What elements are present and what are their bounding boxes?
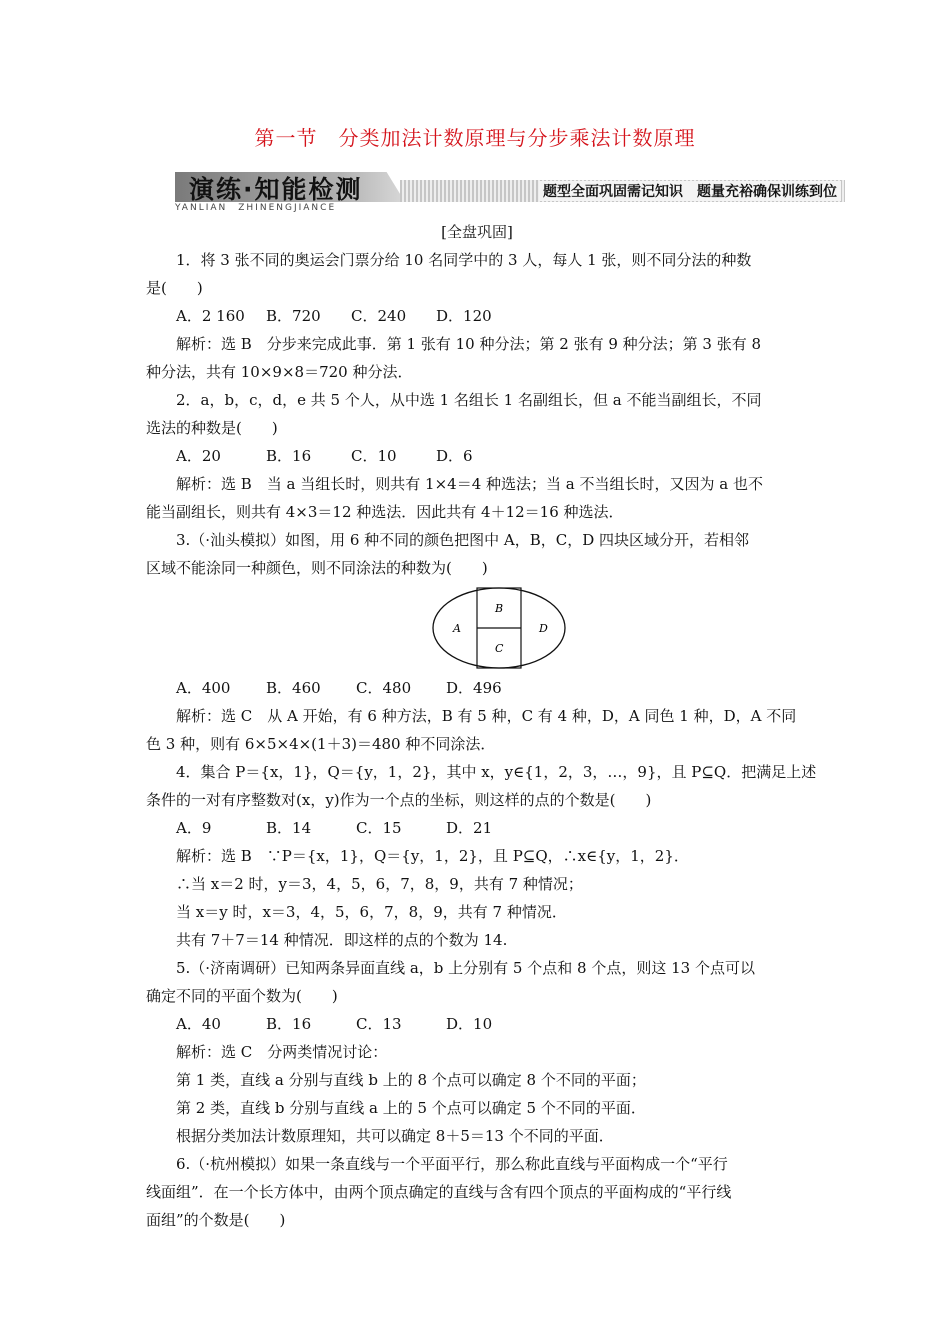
q6-text-line: 面组”的个数是( ) — [146, 1211, 286, 1229]
option-a: A．20 — [176, 447, 221, 465]
q2-answer-line: 能当副组长，则共有 4×3＝12 种选法．因此共有 4＋12＝16 种选法． — [146, 503, 624, 521]
banner-slogan: 题型全面巩固需记知识 题量充裕确保训练到位 — [539, 181, 841, 201]
q5-answer-line: 根据分类加法计数原理知，共可以确定 8＋5＝13 个不同的平面． — [176, 1127, 614, 1145]
option-c: C．240 — [351, 307, 407, 325]
q4-text-line: 4．集合 P＝{x，1}，Q＝{y，1，2}，其中 x，y∈{1，2，3，…，9}，且 P⊆Q．把满足上述 — [176, 763, 817, 781]
q3-text-line: 区域不能涂同一种颜色，则不同涂法的种数为( ) — [146, 559, 488, 577]
q1-text-line: 是( ) — [146, 279, 203, 297]
q4-options — [146, 814, 808, 842]
option-b: B．720 — [266, 307, 321, 325]
q4-answer-line: ∴当 x＝2 时，y＝3，4，5，6，7，8，9，共有 7 种情况； — [176, 875, 583, 893]
region-label-c: C — [495, 642, 504, 655]
q4-answer-line: 共有 7＋7＝14 种情况．即这样的点的个数为 14. — [176, 931, 508, 949]
region-diagram — [146, 582, 808, 674]
q2-answer-line: 解析：选 B 当 a 当组长时，则共有 1×4＝4 种选法；当 a 不当组长时，又因为 a 也不 — [176, 475, 763, 493]
q5-options — [146, 1010, 808, 1038]
q3-answer-line: 解析：选 C 从 A 开始，有 6 种方法，B 有 5 种，C 有 4 种，D，A 同色 1 种，D，A 不同 — [176, 707, 797, 725]
q4-text-line: 条件的一对有序整数对(x，y)作为一个点的坐标，则这样的点的个数是( ) — [146, 791, 652, 809]
banner-pinyin: YANLIAN ZHINENGJIANCE — [175, 203, 337, 213]
section-heading: [全盘巩固] — [441, 223, 513, 241]
q1-answer-line: 解析：选 B 分步来完成此事．第 1 张有 10 种分法；第 2 张有 9 种分法；第 3 张有 8 — [176, 335, 762, 353]
q1-text-line: 1．将 3 张不同的奥运会门票分给 10 名同学中的 3 人，每人 1 张，则不同分法的种数 — [176, 251, 752, 269]
region-label-b: B — [495, 602, 504, 615]
page-title: 第一节 分类加法计数原理与分步乘法计数原理 — [254, 126, 696, 150]
ellipse-region-figure — [431, 586, 567, 670]
section-banner — [175, 172, 845, 214]
q2-options — [146, 442, 808, 470]
option-b: B．460 — [266, 679, 321, 697]
q4-answer-line: 当 x＝y 时，x＝3，4，5，6，7，8，9，共有 7 种情况． — [176, 903, 567, 921]
q5-answer-line: 解析：选 C 分两类情况讨论： — [176, 1043, 388, 1061]
option-d: D．21 — [446, 819, 493, 837]
q5-text-line: 5.（·济南调研）已知两条异面直线 a，b 上分别有 5 个点和 8 个点，则这 13 个点可以 — [176, 959, 755, 977]
option-b: B．16 — [266, 447, 312, 465]
q2-text-line: 2．a，b，c，d，e 共 5 个人，从中选 1 名组长 1 名副组长，但 a 不能当副组长，不同 — [176, 391, 762, 409]
option-d: D．496 — [446, 679, 502, 697]
document-body — [146, 218, 817, 1234]
region-label-a: A — [453, 622, 461, 635]
option-a: A．2 160 — [176, 307, 245, 325]
q4-answer-line: 解析：选 B ∵P＝{x，1}，Q＝{y，1，2}，且 P⊆Q，∴x∈{y，1，2}． — [176, 847, 689, 865]
banner-main-text: 演练·知能检测 — [189, 175, 363, 204]
option-d: D．6 — [436, 447, 473, 465]
option-d: D．120 — [436, 307, 492, 325]
option-c: C．13 — [356, 1015, 402, 1033]
q3-answer-line: 色 3 种，则有 6×5×4×(1＋3)＝480 种不同涂法． — [146, 735, 496, 753]
q2-text-line: 选法的种数是( ) — [146, 419, 278, 437]
q6-text-line: 6.（·杭州模拟）如果一条直线与一个平面平行，那么称此直线与平面构成一个“平行 — [176, 1155, 728, 1173]
option-c: C．10 — [351, 447, 397, 465]
option-b: B．16 — [266, 1015, 312, 1033]
q6-text-line: 线面组”．在一个长方体中，由两个顶点确定的直线与含有四个顶点的平面构成的“平行线 — [146, 1183, 732, 1201]
option-a: A．9 — [176, 819, 212, 837]
q3-text-line: 3.（·汕头模拟）如图，用 6 种不同的颜色把图中 A，B，C，D 四块区域分开，若相邻 — [176, 531, 750, 549]
q3-options — [146, 674, 808, 702]
q5-answer-line: 第 1 类，直线 a 分别与直线 b 上的 8 个点可以确定 8 个不同的平面； — [176, 1071, 646, 1089]
option-a: A．400 — [176, 679, 231, 697]
q1-answer-line: 种分法，共有 10×9×8＝720 种分法． — [146, 363, 413, 381]
option-d: D．10 — [446, 1015, 493, 1033]
q1-options — [146, 302, 808, 330]
option-c: C．480 — [356, 679, 412, 697]
option-b: B．14 — [266, 819, 312, 837]
q5-answer-line: 第 2 类，直线 b 分别与直线 a 上的 5 个点可以确定 5 个不同的平面． — [176, 1099, 646, 1117]
region-label-d: D — [539, 622, 548, 635]
q5-text-line: 确定不同的平面个数为( ) — [146, 987, 338, 1005]
option-c: C．15 — [356, 819, 402, 837]
option-a: A．40 — [176, 1015, 221, 1033]
